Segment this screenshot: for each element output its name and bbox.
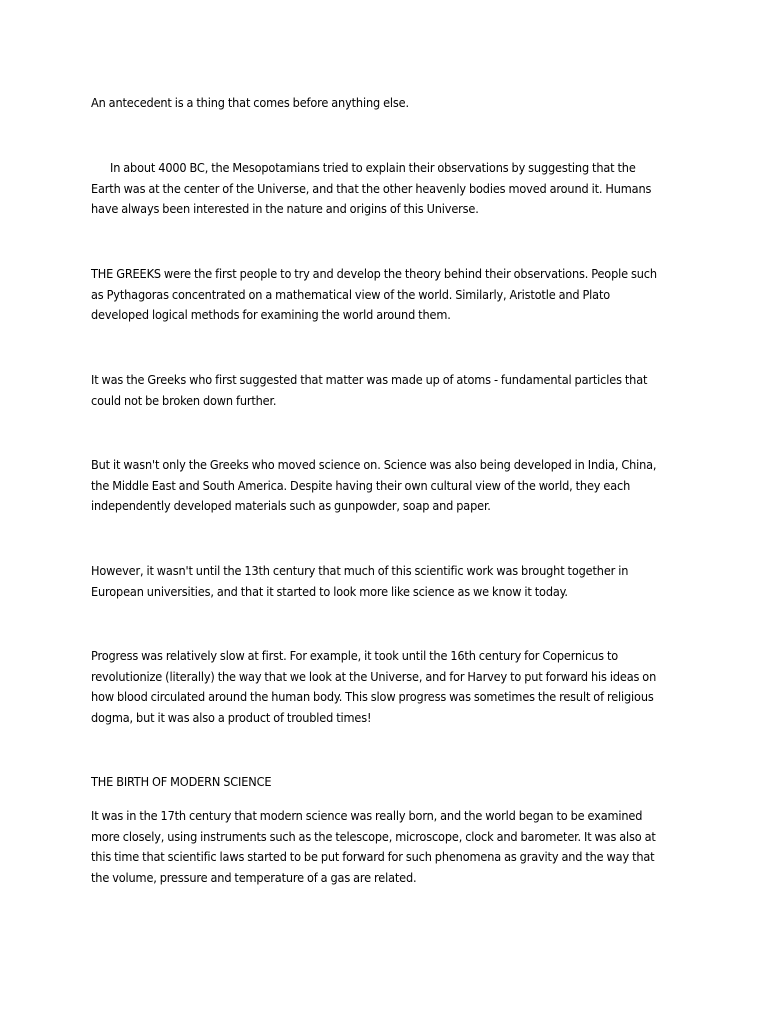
text-line: the Middle East and South America. Despite having their own cultural view of the world, they each [91, 477, 631, 493]
text-line: European universities, and that it started to look more like science as we know it today. [91, 583, 568, 599]
paragraph-other-cultures [91, 455, 691, 517]
text-line: However, it wasn't until the 13th century that much of this scientific work was brought together in [91, 563, 629, 578]
paragraph-atoms [91, 370, 691, 411]
text-line: the volume, pressure and temperature of a gas are related. [91, 869, 417, 885]
text-line: independently developed materials such as gunpowder, soap and paper. [91, 498, 491, 513]
text-line: how blood circulated around the human body. This slow progress was sometimes the result of religious [91, 689, 654, 704]
text-line: Progress was relatively slow at first. For example, it took until the 16th century for Copernicus to [91, 648, 619, 663]
text-line: THE GREEKS were the first people to try and develop the theory behind their observations. People such [91, 266, 657, 281]
text-line: But it wasn't only the Greeks who moved science on. Science was also being developed in India, China, [91, 457, 657, 472]
text-line: In about 4000 BC, the Mesopotamians tried to explain their observations by suggesting that the [110, 160, 636, 175]
text-line: as Pythagoras concentrated on a mathematical view of the world. Similarly, Aristotle and Plato [91, 286, 611, 302]
text-line: dogma, but it was also a product of troubled times! [91, 709, 372, 725]
paragraph-slow-progress [91, 646, 691, 728]
text-line: have always been interested in the nature and origins of this Universe. [91, 201, 479, 216]
section-heading-modern-science [91, 772, 691, 793]
text-line: It was the Greeks who first suggested that matter was made up of atoms - fundamental particles that [91, 372, 648, 387]
text-line: Earth was at the center of the Universe, and that the other heavenly bodies moved around it. Humans [91, 180, 652, 196]
paragraph-antecedent-definition [91, 93, 691, 114]
paragraph-mesopotamians [91, 158, 691, 220]
text-line: An antecedent is a thing that comes before anything else. [91, 95, 409, 110]
text-line: more closely, using instruments such as the telescope, microscope, clock and barometer. It was also at [91, 828, 656, 844]
text-line: could not be broken down further. [91, 392, 277, 408]
text-line: developed logical methods for examining the world around them. [91, 307, 451, 322]
text-line: It was in the 17th century that modern science was really born, and the world began to be examined [91, 808, 643, 823]
paragraph-17th-century [91, 806, 691, 888]
text-line: this time that scientific laws started to be put forward for such phenomena as gravity and the way that [91, 849, 655, 864]
paragraph-13th-century [91, 561, 691, 602]
paragraph-the-greeks [91, 264, 691, 326]
text-line: revolutionize (literally) the way that we look at the Universe, and for Harvey to put forward his ideas on [91, 668, 657, 684]
heading-text: THE BIRTH OF MODERN SCIENCE [91, 774, 272, 789]
